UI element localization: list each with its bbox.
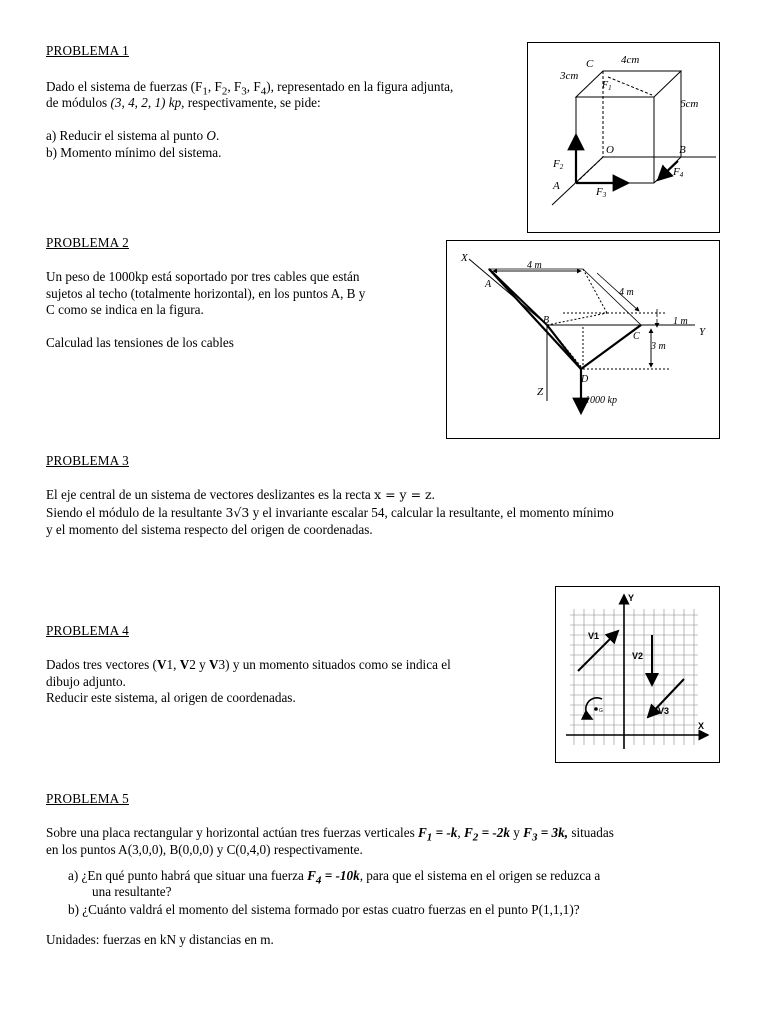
fig2-label-x: X bbox=[461, 252, 468, 264]
fig1-label-4cm: 4cm bbox=[621, 54, 640, 66]
fig2-label-4m-top: 4 m bbox=[527, 260, 542, 271]
problem-4-line2: dibujo adjunto. bbox=[46, 674, 126, 689]
fig1-label-f1: $F_1$ bbox=[602, 80, 612, 92]
problem-5-item-b: b) ¿Cuánto valdrá el momento del sistema formado por estas cuatro fuerzas en el punto P(1,1,1)? bbox=[68, 902, 580, 917]
problem-3-line2: Siendo el módulo de la resultante 3√3 y el invariante escalar 54, calcular la resultante, el momento mínimo bbox=[46, 505, 614, 520]
problem-4-line3: Reducir este sistema, al origen de coordenadas. bbox=[46, 690, 296, 705]
fig1-label-f3: F3 bbox=[596, 186, 607, 199]
problem-4-figure bbox=[555, 586, 720, 763]
fig2-label-c: C bbox=[633, 331, 640, 342]
fig4-label-v1: V1 bbox=[588, 631, 600, 641]
fig1-label-o: O bbox=[606, 144, 614, 156]
problem-1-intro-line2: de módulos (3, 4, 2, 1) kp, respectivamente, se pide: bbox=[46, 95, 321, 110]
fig2-label-4m-right: 4 m bbox=[619, 287, 634, 298]
problem-3-heading: PROBLEMA 3 bbox=[46, 453, 129, 468]
fig4-label-v3: V3 bbox=[658, 706, 670, 716]
problem-5-heading: PROBLEMA 5 bbox=[46, 791, 129, 806]
problem-2-line4: Calculad las tensiones de los cables bbox=[46, 335, 234, 350]
problem-5-line1: Sobre una placa rectangular y horizontal actúan tres fuerzas verticales $F_1 = -k$, $F_2 = -2k$ y $F_3 = 3k$, situadas bbox=[46, 825, 614, 844]
problem-3-line1: El eje central de un sistema de vectores deslizantes es la recta x = y = z. bbox=[46, 487, 435, 502]
fig4-label-g: G bbox=[599, 708, 603, 714]
fig1-label-b: B bbox=[679, 144, 686, 156]
problem-2-line2: sujetos al techo (totalmente horizontal), en los puntos A, B y bbox=[46, 286, 366, 301]
problem-2-line1: Un peso de 1000kp está soportado por tres cables que están bbox=[46, 269, 360, 284]
fig4-label-x: X bbox=[698, 721, 705, 731]
problem-5-item-a: a) ¿En qué punto habrá que situar una fuerza $F_4 = -10k$, para que el sistema en el origen se reduzca a bbox=[68, 868, 601, 887]
fig4-label-v2: V2 bbox=[632, 651, 644, 661]
problem-1-heading: PROBLEMA 1 bbox=[46, 43, 129, 58]
fig4-label-y: Y bbox=[628, 593, 635, 603]
problem-3-line3: y el momento del sistema respecto del origen de coordenadas. bbox=[46, 522, 373, 537]
problem-1-item-b: b) Momento mínimo del sistema. bbox=[46, 145, 222, 160]
problem-5-units: Unidades: fuerzas en kN y distancias en m. bbox=[46, 932, 274, 947]
fig1-label-f2: F2 bbox=[553, 158, 564, 171]
problem-1-item-a: a) Reducir el sistema al punto O. bbox=[46, 128, 220, 143]
fig1-label-c: C bbox=[586, 58, 594, 70]
fig1-label-3cm: 3cm bbox=[560, 70, 579, 82]
fig1-label-a: A bbox=[553, 180, 560, 192]
fig2-label-z: Z bbox=[537, 386, 544, 398]
fig2-label-d: D bbox=[581, 374, 589, 385]
fig2-label-y: Y bbox=[699, 326, 706, 338]
problem-2-line3: C como se indica en la figura. bbox=[46, 302, 204, 317]
problem-2-figure bbox=[446, 240, 720, 439]
problem-1-figure bbox=[527, 42, 720, 233]
fig2-label-a: A bbox=[485, 279, 492, 290]
problem-2-heading: PROBLEMA 2 bbox=[46, 235, 129, 250]
fig2-label-3m: 3 m bbox=[651, 341, 666, 352]
fig1-label-6cm: 6cm bbox=[680, 98, 699, 110]
problem-5-line2: en los puntos A(3,0,0), B(0,0,0) y C(0,4,0) respectivamente. bbox=[46, 842, 363, 857]
problem-5-item-a-cont: una resultante? bbox=[92, 884, 172, 899]
fig2-label-1m: 1 m bbox=[673, 316, 688, 327]
problem-1-intro: Dado el sistema de fuerzas ($F_1$, $F_2$, $F_3$, $F_4$), representado en la figura adjunta, bbox=[46, 79, 454, 98]
fig1-label-f4: F4 bbox=[673, 166, 684, 179]
fig2-label-weight: 1000 kp bbox=[585, 395, 617, 406]
problem-4-line1: Dados tres vectores (V1, V2 y V3) y un momento situados como se indica el bbox=[46, 657, 451, 672]
problem-4-heading: PROBLEMA 4 bbox=[46, 623, 129, 638]
fig2-label-b: B bbox=[543, 315, 550, 326]
